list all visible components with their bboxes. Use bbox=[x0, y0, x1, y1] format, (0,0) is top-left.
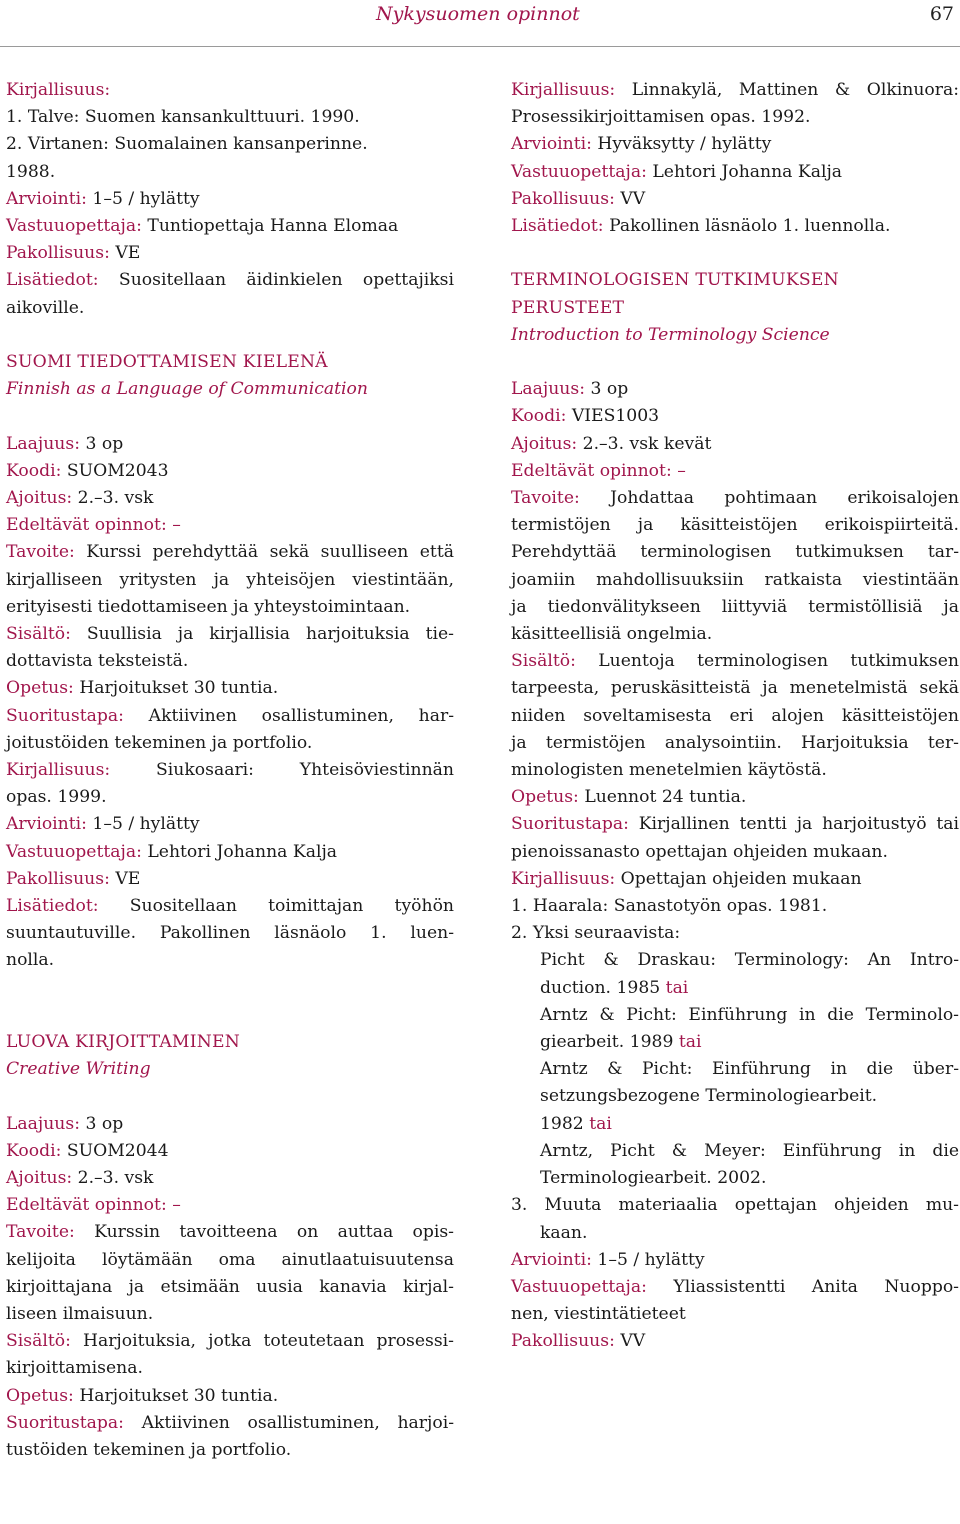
course-heading: LUOVA KIRJOITTAMINEN bbox=[6, 1032, 240, 1053]
field-value: Lehtori Johanna Kalja bbox=[646, 161, 843, 182]
text-line bbox=[6, 1192, 454, 1219]
text-line bbox=[511, 431, 959, 458]
field-value: Luentoja terminologisen tutkimuksen bbox=[575, 651, 959, 672]
right-column bbox=[511, 77, 959, 1356]
field-label: Lisätiedot: bbox=[511, 216, 604, 237]
text-line bbox=[511, 1274, 959, 1301]
text-line: joamiin mahdollisuuksiin ratkaista viestintään bbox=[511, 569, 959, 590]
field-label: Tavoite: bbox=[6, 542, 75, 563]
field-label: Pakollisuus: bbox=[6, 243, 110, 264]
text-line: kelijoita löytämään oma ainutlaatuisuutensa bbox=[6, 1249, 454, 1270]
field-value: Yliassistentti Anita Nuoppo- bbox=[646, 1276, 959, 1297]
text-line: erityisesti tiedottamiseen ja yhteystoimintaan. bbox=[6, 596, 411, 617]
list-subitem: Picht & Draskau: Terminology: An Intro- bbox=[540, 950, 959, 971]
field-value: 3 op bbox=[80, 1113, 124, 1134]
text-line bbox=[6, 1383, 454, 1410]
list-item: 1. Haarala: Sanastotyön opas. 1981. bbox=[511, 896, 828, 917]
field-label: Pakollisuus: bbox=[6, 868, 110, 889]
field-label: Tavoite: bbox=[6, 1222, 75, 1243]
text-line bbox=[6, 485, 454, 512]
text-line bbox=[6, 77, 454, 104]
list-item: 2. Yksi seuraavista: bbox=[511, 923, 681, 944]
field-value: Harjoitukset 30 tuntia. bbox=[73, 1385, 279, 1406]
field-label: Laajuus: bbox=[6, 433, 80, 454]
course-heading: SUOMI TIEDOTTAMISEN KIELENÄ bbox=[6, 352, 328, 373]
list-subitem: Terminologiearbeit. 2002. bbox=[540, 1168, 767, 1189]
field-label: Suoritustapa: bbox=[6, 705, 124, 726]
text-line: Perehdyttää terminologisen tutkimuksen tar- bbox=[511, 542, 959, 563]
text-line bbox=[6, 675, 454, 702]
field-label: Suoritustapa: bbox=[6, 1412, 124, 1433]
field-value: Kurssi perehdyttää sekä suulliseen että bbox=[74, 542, 454, 563]
field-label: Opetus: bbox=[511, 787, 579, 808]
subitem-text: duction. 1985 bbox=[540, 977, 666, 998]
text-line bbox=[6, 186, 454, 213]
course-subtitle: Introduction to Terminology Science bbox=[511, 324, 830, 345]
field-label: Ajoitus: bbox=[6, 488, 73, 509]
list-subitem: Arntz, Picht & Meyer: Einführung in die bbox=[540, 1140, 959, 1161]
text-line bbox=[511, 811, 959, 838]
field-label: Laajuus: bbox=[511, 379, 585, 400]
text-line bbox=[6, 757, 454, 784]
text-line bbox=[6, 431, 454, 458]
field-label: Edeltävät opinnot: – bbox=[511, 460, 686, 481]
field-label: Arviointi: bbox=[6, 188, 87, 209]
text-line bbox=[6, 621, 454, 648]
field-value: Suullisia ja kirjallisia harjoituksia tie- bbox=[70, 624, 454, 645]
text-line: 1988. bbox=[6, 161, 56, 182]
field-value: Lehtori Johanna Kalja bbox=[141, 841, 338, 862]
field-value: 2.–3. vsk bbox=[72, 488, 154, 509]
text-line bbox=[6, 458, 454, 485]
course-subtitle: Creative Writing bbox=[6, 1059, 151, 1080]
or-connector: tai bbox=[665, 977, 689, 998]
page-header bbox=[0, 0, 960, 47]
text-line: kirjalliseen yritysten ja yhteisöjen viestintään, bbox=[6, 569, 454, 590]
field-value: Pakollinen läsnäolo 1. luennolla. bbox=[603, 216, 891, 237]
field-value: VV bbox=[614, 188, 646, 209]
course-subtitle: Finnish as a Language of Communication bbox=[6, 379, 368, 400]
text-line bbox=[511, 131, 959, 158]
field-value: 3 op bbox=[80, 433, 124, 454]
text-line bbox=[6, 213, 454, 240]
field-value: SUOM2044 bbox=[61, 1140, 169, 1161]
field-label: Edeltävät opinnot: – bbox=[6, 515, 181, 536]
field-value: Kirjallinen tentti ja harjoitustyö tai bbox=[628, 814, 959, 835]
field-label: Ajoitus: bbox=[6, 1168, 73, 1189]
text-line bbox=[511, 403, 959, 430]
text-line bbox=[511, 1328, 959, 1355]
field-label: Opetus: bbox=[6, 678, 74, 699]
field-value: 3 op bbox=[585, 379, 629, 400]
text-line: tustöiden tekeminen ja portfolio. bbox=[6, 1440, 292, 1461]
field-value: 1–5 / hylätty bbox=[591, 1249, 705, 1270]
field-label: Vastuuopettaja: bbox=[511, 161, 647, 182]
text-line bbox=[6, 866, 454, 893]
text-line bbox=[6, 1165, 454, 1192]
field-value: 2.–3. vsk bbox=[72, 1168, 154, 1189]
text-line bbox=[511, 485, 959, 512]
field-value: Opettajan ohjeiden mukaan bbox=[615, 868, 862, 889]
field-label: Arviointi: bbox=[6, 814, 87, 835]
left-column bbox=[6, 77, 454, 1464]
text-line bbox=[6, 512, 454, 539]
text-line bbox=[6, 1410, 454, 1437]
field-value: 1–5 / hylätty bbox=[86, 814, 200, 835]
subitem-text: giearbeit. 1989 bbox=[540, 1032, 679, 1053]
text-line: nen, viestintätieteet bbox=[511, 1304, 686, 1325]
text-line bbox=[511, 1247, 959, 1274]
field-label: Opetus: bbox=[6, 1385, 74, 1406]
field-label: Pakollisuus: bbox=[511, 188, 615, 209]
field-value: Kurssin tavoitteena on auttaa opis- bbox=[74, 1222, 454, 1243]
running-header-title: Nykysuomen opinnot bbox=[376, 3, 580, 25]
list-subitem: setzungsbezogene Terminologiearbeit. bbox=[540, 1086, 878, 1107]
text-line bbox=[6, 839, 454, 866]
course-heading: PERUSTEET bbox=[511, 297, 625, 318]
subitem-text: 1982 bbox=[540, 1113, 590, 1134]
field-label: Kirjallisuus: bbox=[511, 80, 616, 100]
text-line: tarpeesta, peruskäsitteistä ja menetelmistä sekä bbox=[511, 678, 959, 699]
text-line: ja termistöjen analysointiin. Harjoituksia ter- bbox=[511, 732, 959, 753]
text-line: aikoville. bbox=[6, 297, 85, 318]
list-subitem: Arntz & Picht: Einführung in die Terminolo- bbox=[540, 1004, 959, 1025]
field-label: Sisältö: bbox=[6, 1331, 71, 1352]
text-line bbox=[6, 240, 454, 267]
text-line bbox=[511, 213, 959, 240]
text-line: dottavista teksteistä. bbox=[6, 651, 189, 672]
field-value: Suositellaan toimittajan työhön bbox=[98, 896, 454, 917]
field-value: VV bbox=[614, 1331, 646, 1352]
field-label: Arviointi: bbox=[511, 1249, 592, 1270]
text-line: ja tiedonvälitykseen liittyviä termistöllisiä ja bbox=[511, 596, 959, 617]
text-line bbox=[511, 648, 959, 675]
text-line bbox=[511, 458, 959, 485]
list-subitem bbox=[511, 1029, 959, 1056]
text-line bbox=[6, 811, 454, 838]
text-line bbox=[6, 1111, 454, 1138]
field-value: VE bbox=[109, 243, 141, 264]
text-line: suuntautuville. Pakollinen läsnäolo 1. luen- bbox=[6, 923, 454, 944]
list-subitem bbox=[511, 975, 959, 1002]
or-connector: tai bbox=[589, 1113, 612, 1134]
text-line bbox=[511, 186, 959, 213]
text-line: nolla. bbox=[6, 950, 55, 971]
text-line bbox=[6, 893, 454, 920]
text-line: 1. Talve: Suomen kansankulttuuri. 1990. bbox=[6, 107, 360, 128]
field-value: Johdattaa pohtimaan erikoisalojen bbox=[579, 488, 959, 509]
field-label: Suoritustapa: bbox=[511, 814, 629, 835]
text-line bbox=[511, 376, 959, 403]
field-value: Luennot 24 tuntia. bbox=[578, 787, 747, 808]
field-label: Tavoite: bbox=[511, 488, 580, 509]
text-line bbox=[6, 1328, 454, 1355]
field-label: Sisältö: bbox=[511, 651, 576, 672]
text-line bbox=[6, 1219, 454, 1246]
field-label: Vastuuopettaja: bbox=[6, 841, 142, 862]
field-label: Koodi: bbox=[6, 1140, 62, 1161]
field-value: Aktiivinen osallistuminen, harjoi- bbox=[123, 1412, 454, 1433]
list-subitem: Arntz & Picht: Einführung in die über- bbox=[540, 1059, 959, 1080]
field-label: Sisältö: bbox=[6, 624, 71, 645]
field-label: Vastuuopettaja: bbox=[6, 216, 142, 237]
text-line: opas. 1999. bbox=[6, 787, 107, 808]
text-line: minologisten menetelmien käytöstä. bbox=[511, 760, 827, 781]
text-line bbox=[6, 1138, 454, 1165]
text-line bbox=[511, 77, 959, 104]
text-line: termistöjen ja käsitteistöjen erikoispiirteitä. bbox=[511, 515, 959, 536]
field-value: VIES1003 bbox=[566, 406, 660, 427]
text-line: joitustöiden tekeminen ja portfolio. bbox=[6, 732, 313, 753]
text-line: 2. Virtanen: Suomalainen kansanperinne. bbox=[6, 134, 368, 155]
field-value: Tuntiopettaja Hanna Elomaa bbox=[141, 216, 399, 237]
field-label: Laajuus: bbox=[6, 1113, 80, 1134]
field-value: SUOM2043 bbox=[61, 460, 169, 481]
field-label: Koodi: bbox=[6, 460, 62, 481]
text-line: kirjoittajana ja etsimään uusia kanavia kirjal- bbox=[6, 1276, 454, 1297]
field-value: VE bbox=[109, 868, 141, 889]
field-label: Koodi: bbox=[511, 406, 567, 427]
text-line bbox=[511, 159, 959, 186]
field-value: Harjoituksia, jotka toteutetaan prosessi- bbox=[70, 1331, 454, 1352]
field-label: Lisätiedot: bbox=[6, 896, 99, 917]
text-line bbox=[6, 703, 454, 730]
field-label: Kirjallisuus: bbox=[6, 80, 111, 100]
page-number: 67 bbox=[929, 3, 954, 25]
field-value: Harjoitukset 30 tuntia. bbox=[73, 678, 279, 699]
field-label: Pakollisuus: bbox=[511, 1331, 615, 1352]
or-connector: tai bbox=[678, 1032, 702, 1053]
field-label: Kirjallisuus: bbox=[6, 760, 111, 781]
field-label: Kirjallisuus: bbox=[511, 868, 616, 889]
list-item: 3. Muuta materiaalia opettajan ohjeiden mu- bbox=[511, 1195, 959, 1216]
text-line bbox=[511, 866, 959, 893]
field-label: Edeltävät opinnot: – bbox=[6, 1195, 181, 1216]
course-heading: TERMINOLOGISEN TUTKIMUKSEN bbox=[511, 270, 839, 291]
field-value: Aktiivinen osallistuminen, har- bbox=[123, 705, 454, 726]
text-line bbox=[511, 784, 959, 811]
text-line bbox=[6, 267, 454, 294]
field-value: Siukosaari: Yhteisöviestinnän bbox=[110, 760, 454, 781]
text-line: liseen ilmaisuun. bbox=[6, 1304, 154, 1325]
text-line: kirjoittamisena. bbox=[6, 1358, 143, 1379]
list-item: kaan. bbox=[540, 1222, 588, 1243]
field-label: Vastuuopettaja: bbox=[511, 1276, 647, 1297]
text-line bbox=[6, 539, 454, 566]
field-value: Hyväksytty / hylätty bbox=[591, 134, 772, 155]
field-label: Lisätiedot: bbox=[6, 270, 99, 291]
field-value: 1–5 / hylätty bbox=[86, 188, 200, 209]
text-line: käsitteellisiä ongelmia. bbox=[511, 624, 713, 645]
field-value: Suositellaan äidinkielen opettajiksi bbox=[98, 270, 454, 291]
text-line: niiden soveltamisesta eri alojen käsitteistöjen bbox=[511, 705, 959, 726]
text-line: pienoissanasto opettajan ohjeiden mukaan. bbox=[511, 841, 888, 862]
text-line: Prosessikirjoittamisen opas. 1992. bbox=[511, 107, 811, 128]
field-value: 2.–3. vsk kevät bbox=[577, 433, 712, 454]
list-subitem bbox=[511, 1111, 959, 1138]
field-label: Arviointi: bbox=[511, 134, 592, 155]
field-label: Ajoitus: bbox=[511, 433, 578, 454]
field-value: Linnakylä, Mattinen & Olkinuora: bbox=[615, 80, 959, 100]
